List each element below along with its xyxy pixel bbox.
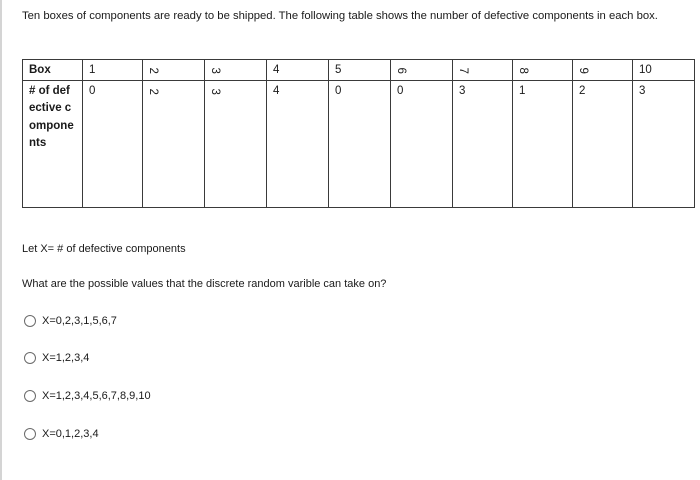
option-label: X=0,2,3,1,5,6,7 — [42, 315, 117, 327]
box-number-text: 9 — [576, 67, 589, 74]
answer-option-1[interactable] — [24, 315, 117, 327]
defects-header: # of defective components — [23, 80, 83, 207]
box-number-text: 6 — [394, 67, 407, 74]
defect-count — [143, 80, 205, 207]
box-number — [391, 60, 453, 81]
defect-count: 2 — [573, 80, 633, 207]
defect-count-text: 2 — [146, 88, 159, 95]
box-number-text: 3 — [208, 67, 221, 74]
box-number-text: 7 — [456, 67, 469, 74]
radio-button[interactable] — [24, 428, 36, 440]
box-number — [513, 60, 573, 81]
table-row-defects — [23, 80, 695, 207]
option-label: X=1,2,3,4,5,6,7,8,9,10 — [42, 390, 151, 402]
box-number — [453, 60, 513, 81]
defect-count-text: 3 — [208, 88, 221, 95]
table-row-box — [23, 60, 695, 81]
left-border — [0, 0, 2, 480]
box-header: Box — [23, 60, 83, 81]
radio-button[interactable] — [24, 352, 36, 364]
question-text: What are the possible values that the discrete random varible can take on? — [22, 278, 387, 290]
box-number: 10 — [633, 60, 695, 81]
answer-option-4[interactable] — [24, 428, 99, 440]
answer-option-3[interactable] — [24, 390, 151, 402]
box-number — [143, 60, 205, 81]
defect-count: 0 — [391, 80, 453, 207]
defect-count: 3 — [453, 80, 513, 207]
variable-definition: Let X= # of defective components — [22, 243, 186, 255]
radio-button[interactable] — [24, 390, 36, 402]
defect-count — [205, 80, 267, 207]
defects-table — [22, 59, 695, 208]
radio-button[interactable] — [24, 315, 36, 327]
defect-count: 0 — [83, 80, 143, 207]
intro-text: Ten boxes of components are ready to be shipped. The following table shows the number of defective components in each box. — [22, 10, 658, 22]
option-label: X=0,1,2,3,4 — [42, 428, 99, 440]
box-number: 4 — [267, 60, 329, 81]
answer-option-2[interactable] — [24, 352, 89, 364]
box-number-text: 2 — [146, 67, 159, 74]
box-number-text: 8 — [516, 67, 529, 74]
defect-count: 0 — [329, 80, 391, 207]
box-number: 5 — [329, 60, 391, 81]
box-number — [205, 60, 267, 81]
option-label: X=1,2,3,4 — [42, 352, 90, 364]
box-number — [573, 60, 633, 81]
defect-count: 4 — [267, 80, 329, 207]
defect-count: 1 — [513, 80, 573, 207]
box-number: 1 — [83, 60, 143, 81]
defect-count: 3 — [633, 80, 695, 207]
